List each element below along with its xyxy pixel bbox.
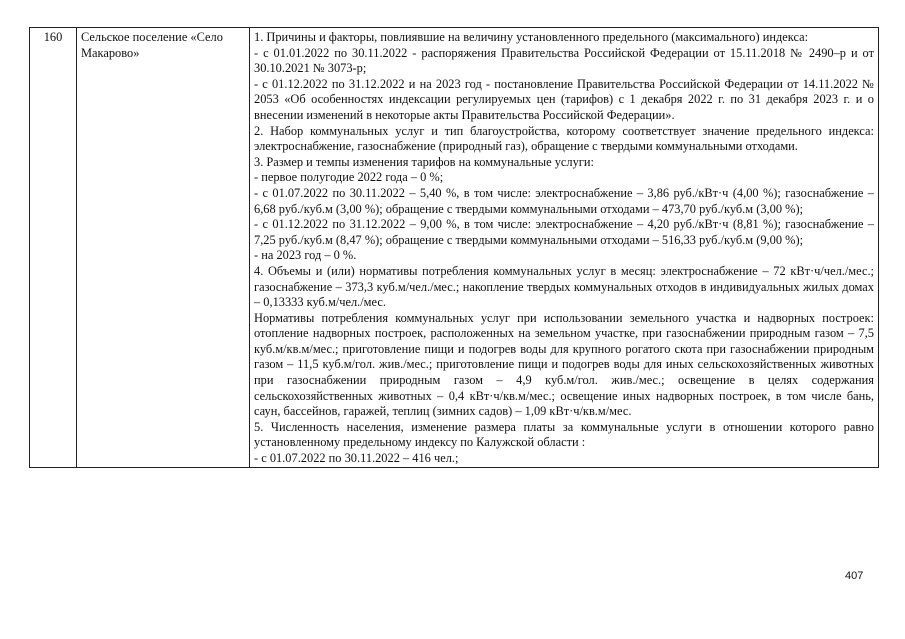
paragraph: - с 01.01.2022 по 30.11.2022 - распоряжения Правительства Российской Федерации от 15.11.2018 № 2490–р и от 30.10.2021 № 3073-р;: [254, 45, 874, 76]
paragraph: 5. Численность населения, изменение размера платы за коммунальные услуги в отношении которого равно установленному предельному индексу по Калужской области :: [254, 419, 874, 450]
table-row: [30, 28, 879, 468]
paragraph: - на 2023 год – 0 %.: [254, 248, 357, 263]
paragraph: 4. Объемы и (или) нормативы потребления коммунальных услуг в месяц: электроснабжение – 72 кВт·ч/чел./мес.; газоснабжение – 373,3 куб.м/чел./мес.; накопление твердых коммунальных отходов в индивидуальных жилых домах – 0,13333 куб.м/чел./мес.: [254, 263, 874, 310]
page-number: 407: [845, 570, 864, 582]
settlement-name-cell: Сельское поселение «Село Макарово»: [77, 28, 250, 468]
paragraph: - с 01.12.2022 по 31.12.2022 и на 2023 год - постановление Правительства Российской Федерации от 14.11.2022 № 2053 «Об особенностях индексации регулируемых цен (тарифов) с 1 декабря 2022 г. по 31 декабря 2023 г. и о внесении изменений в некоторые акты Правительства Российской Федерации».: [254, 76, 874, 122]
description-cell: [250, 28, 879, 468]
paragraph: - с 01.07.2022 по 30.11.2022 – 416 чел.;: [254, 451, 459, 466]
paragraph: - с 01.12.2022 по 31.12.2022 – 9,00 %, в том числе: электроснабжение – 4,20 руб./кВт·ч (8,81 %); газоснабжение – 7,25 руб./куб.м (8,47 %); обращение с твердыми коммунальными отходами – 516,33 руб./куб.м (9,00 %);: [254, 217, 874, 247]
paragraph: Нормативы потребления коммунальных услуг при использовании земельного участка и надворных построек: отопление надворных построек, расположенных на земельном участке, при газоснабжении природным газом – 7,5 куб.м/кв.м/мес.; приготовление пищи и подогрев воды для крупного рогатого скота при газоснабжении природным газом – 11,5 куб.м/гол. жив./мес.; приготовление пищи и подогрев воды для иных сельскохозяйственных животных при газоснабжении природным газом – 4,9 куб.м/гол. жив./мес.; освещение в целях содержания сельскохозяйственных животных – 0,4 кВт·ч/кв.м/мес.; освещение иных надворных построек, в том числе бань, саун, бассейнов, гаражей, теплиц (зимних садов) – 1,09 кВт·ч/кв.м/мес.: [254, 310, 874, 419]
paragraph: - с 01.07.2022 по 30.11.2022 – 5,40 %, в том числе: электроснабжение – 3,86 руб./кВт·ч (4,00 %); газоснабжение – 6,68 руб./куб.м (3,00 %); обращение с твердыми коммунальными отходами – 473,70 руб./куб.м (3,00 %);: [254, 185, 874, 216]
paragraph: 1. Причины и факторы, повлиявшие на величину установленного предельного (максимального) индекса:: [254, 30, 809, 44]
paragraph: 2. Набор коммунальных услуг и тип благоустройства, которому соответствует значение предельного индекса: электроснабжение, газоснабжение (природный газ), обращение с твердыми коммунальными отходами.: [254, 123, 874, 154]
paragraph: 3. Размер и темпы изменения тарифов на коммунальные услуги:: [254, 154, 594, 169]
paragraph: - первое полугодие 2022 года – 0 %;: [254, 170, 444, 185]
document-table: [29, 27, 879, 468]
row-number-cell: 160: [30, 28, 77, 468]
